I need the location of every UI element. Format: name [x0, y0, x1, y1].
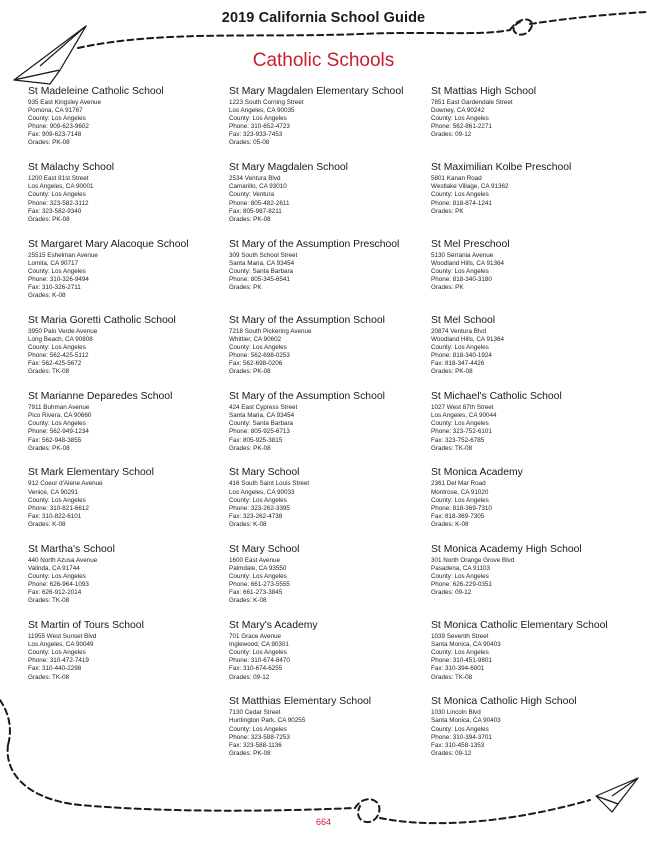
school-detail-line: County: Los Angeles: [431, 496, 489, 504]
school-name: St Mary School: [229, 543, 300, 555]
school-detail-line: Grades: K-08: [229, 520, 267, 528]
school-name: St Mary of the Assumption Preschool: [229, 238, 400, 250]
school-detail-line: Phone: 310-821-6612: [28, 504, 89, 512]
school-detail-line: County: Los Angeles: [431, 344, 489, 352]
school-entry: [229, 86, 429, 162]
school-detail-line: Phone: 818-340-3180: [431, 275, 492, 283]
school-entry: [28, 391, 228, 467]
school-name: St Michael's Catholic School: [431, 391, 562, 403]
school-detail-line: Grades: K-08: [431, 520, 469, 528]
school-column-3: [431, 86, 631, 773]
school-name: St Marianne Deparedes School: [28, 391, 173, 403]
school-detail-line: Santa Monica, CA 90403: [431, 717, 501, 725]
school-detail-line: County: Ventura: [229, 191, 275, 199]
school-detail-line: Fax: 310-440-2298: [28, 665, 82, 673]
school-detail-line: 416 South Saint Louis Street: [229, 480, 310, 488]
school-detail-line: Phone: 323-582-3112: [28, 199, 89, 207]
school-detail-line: Fax: 323-933-7453: [229, 131, 283, 139]
school-name: St Matthias Elementary School: [229, 696, 372, 708]
school-detail-line: Phone: 562-861-2271: [431, 123, 492, 131]
school-detail-line: Grades: 09-12: [229, 673, 270, 681]
school-entry: [431, 239, 631, 315]
school-entry: [229, 544, 429, 620]
school-detail-line: Phone: 805-345-6541: [229, 275, 290, 283]
school-detail-line: Pomona, CA 91767: [28, 107, 83, 115]
school-detail-line: Fax: 562-948-3855: [28, 436, 82, 444]
school-entry: [229, 162, 429, 238]
school-entry: [229, 696, 429, 772]
school-detail-line: Grades: TK-08: [431, 444, 473, 452]
school-detail-line: Palmdale, CA 93550: [229, 564, 287, 572]
school-detail-line: Long Beach, CA 90808: [28, 335, 93, 343]
school-detail-line: Grades: K-08: [229, 597, 267, 605]
school-entry: [431, 391, 631, 467]
school-detail-line: County: Los Angeles: [28, 496, 86, 504]
school-detail-line: Phone: 626-964-1093: [28, 581, 89, 589]
school-detail-line: Pasadena, CA 91103: [431, 564, 491, 572]
school-entry: [229, 391, 429, 467]
school-detail-line: Santa Monica, CA 90403: [431, 641, 501, 649]
school-detail-line: County: Santa Barbara: [229, 267, 294, 275]
school-detail-line: 5801 Kanan Road: [431, 175, 482, 183]
school-detail-line: Camarillo, CA 93010: [229, 183, 287, 191]
school-detail-line: County: Los Angeles: [28, 344, 86, 352]
school-detail-line: Grades: PK-08: [431, 368, 473, 376]
school-detail-line: Fax: 310-326-2711: [28, 283, 81, 291]
paper-plane-icon: [596, 778, 638, 812]
school-name: St Mary's Academy: [229, 620, 318, 632]
school-column-1: [28, 86, 228, 696]
school-detail-line: Phone: 661-273-5555: [229, 581, 290, 589]
school-detail-line: Phone: 310-326-9494: [28, 275, 89, 283]
school-detail-line: County: Los Angeles: [229, 572, 287, 580]
school-detail-line: 5130 Serrania Avenue: [431, 251, 494, 259]
school-entry: [28, 620, 228, 696]
school-entry: [431, 620, 631, 696]
school-detail-line: Montrose, CA 91020: [431, 488, 489, 496]
school-detail-line: Grades: PK-08: [229, 368, 271, 376]
school-column-2: [229, 86, 429, 773]
school-detail-line: Grades: 09-12: [431, 131, 472, 139]
school-detail-line: 701 Grace Avenue: [229, 633, 282, 641]
school-detail-line: Venice, CA 90291: [28, 488, 79, 496]
school-detail-line: Grades: TK-08: [28, 368, 70, 376]
school-name: St Martha's School: [28, 543, 115, 555]
school-name: St Mary School: [229, 467, 300, 479]
school-name: St Mel Preschool: [431, 238, 510, 250]
school-detail-line: Phone: 818-369-7310: [431, 504, 492, 512]
school-detail-line: Fax: 310-394-6001: [431, 665, 485, 673]
school-detail-line: 424 East Cypress Street: [229, 404, 298, 412]
school-detail-line: Fax: 805-987-8211: [229, 207, 282, 215]
school-detail-line: County: Los Angeles: [431, 725, 489, 733]
school-detail-line: Phone: 310-451-9801: [431, 657, 492, 665]
school-detail-line: Fax: 323-582-9340: [28, 207, 82, 215]
school-name: St Monica Catholic Elementary School: [431, 620, 608, 632]
school-detail-line: Fax: 310-674-6255: [229, 665, 283, 673]
school-detail-line: Fax: 562-425-5672: [28, 360, 82, 368]
school-detail-line: Grades: PK: [431, 207, 464, 215]
school-detail-line: Westlake Village, CA 91362: [431, 183, 509, 191]
school-detail-line: Grades: 05-08: [229, 139, 270, 147]
school-name: St Mark Elementary School: [28, 467, 154, 479]
page-number: 664: [315, 817, 332, 827]
school-detail-line: County: Los Angeles: [229, 496, 287, 504]
school-detail-line: Fax: 626-912-2014: [28, 589, 82, 597]
school-detail-line: County: Los Angeles: [431, 420, 489, 428]
school-detail-line: Fax: 818-369-7305: [431, 512, 485, 520]
school-entry: [229, 239, 429, 315]
school-detail-line: 935 East Kingsley Avenue: [28, 99, 102, 106]
school-detail-line: County: Los Angeles: [28, 649, 86, 657]
school-detail-line: 301 North Orange Grove Blvd: [431, 556, 515, 564]
school-detail-line: County: Los Angeles: [431, 115, 489, 123]
school-name: St Maria Goretti Catholic School: [28, 314, 176, 326]
school-entry: [229, 620, 429, 696]
school-detail-line: County: Los Angeles: [28, 267, 86, 275]
school-detail-line: Phone: 310-472-7419: [28, 657, 89, 665]
school-detail-line: Santa Maria, CA 93454: [229, 412, 295, 420]
school-detail-line: 7911 Buhman Avenue: [28, 404, 90, 412]
school-entry: [431, 467, 631, 543]
school-entry: [431, 696, 631, 772]
school-detail-line: Grades: PK-08: [229, 444, 271, 452]
school-detail-line: 7851 East Gardendale Street: [431, 99, 513, 106]
school-detail-line: Grades: TK-08: [431, 673, 473, 681]
school-entry: [431, 315, 631, 391]
school-detail-line: Phone: 562-425-5112: [28, 352, 89, 360]
school-detail-line: County: Los Angeles: [28, 572, 86, 580]
school-detail-line: Los Angeles, CA 90033: [229, 488, 295, 496]
school-name: St Mel School: [431, 314, 496, 326]
school-name: St Monica Academy: [431, 467, 523, 479]
school-detail-line: Phone: 818-874-1241: [431, 199, 492, 207]
school-detail-line: 11955 West Sunset Blvd: [28, 633, 97, 641]
school-detail-line: County: Santa Barbara: [229, 420, 294, 428]
school-detail-line: Whittier, CA 90602: [229, 335, 282, 343]
school-entry: [229, 467, 429, 543]
school-detail-line: County: Los Angeles: [431, 191, 489, 199]
school-entry: [431, 544, 631, 620]
school-detail-line: Los Angeles, CA 90049: [28, 641, 94, 649]
school-detail-line: County: Los Angeles: [431, 572, 489, 580]
school-name: St Mary of the Assumption School: [229, 391, 385, 403]
school-name: St Mattias High School: [431, 86, 537, 97]
school-detail-line: County: Los Angeles: [431, 649, 489, 657]
school-detail-line: Phone: 562-949-1234: [28, 428, 89, 436]
school-detail-line: Valinda, CA 91744: [28, 564, 80, 572]
school-detail-line: Woodland Hills, CA 91364: [431, 259, 505, 267]
school-detail-line: 1600 East Avenue: [229, 556, 281, 564]
school-detail-line: County: Los Angeles: [28, 115, 86, 123]
school-detail-line: 1039 Seventh Street: [431, 633, 489, 641]
school-detail-line: Inglewood, CA 90301: [229, 641, 289, 649]
school-detail-line: Grades: PK-08: [229, 749, 271, 757]
school-detail-line: Los Angeles, CA 90035: [229, 107, 295, 115]
school-entry: [28, 315, 228, 391]
school-name: St Martin of Tours School: [28, 620, 144, 632]
school-detail-line: Grades: TK-08: [28, 597, 70, 605]
school-detail-line: Downey, CA 90242: [431, 107, 485, 115]
school-detail-line: Grades: PK-08: [229, 215, 271, 223]
school-name: St Mary Magdalen Elementary School: [229, 86, 404, 97]
school-detail-line: Grades: PK: [431, 283, 464, 291]
school-detail-line: Los Angeles, CA 90044: [431, 412, 497, 420]
school-detail-line: County: Los Angeles: [431, 267, 489, 275]
school-detail-line: Phone: 909-623-9602: [28, 123, 89, 131]
school-detail-line: Grades: K-08: [28, 292, 66, 300]
school-name: St Mary Magdalen School: [229, 162, 348, 174]
school-detail-line: Los Angeles, CA 90001: [28, 183, 94, 191]
school-name: St Margaret Mary Alacoque School: [28, 238, 189, 250]
school-detail-line: Grades: TK-08: [28, 673, 70, 681]
school-detail-line: Fax: 310-458-1353: [431, 741, 485, 749]
dashed-flight-path-top: [78, 30, 510, 48]
school-entry: [28, 544, 228, 620]
school-detail-line: 1030 Lincoln Blvd: [431, 709, 481, 717]
school-detail-line: 7130 Cedar Street: [229, 709, 281, 717]
school-detail-line: Grades: PK-08: [28, 215, 70, 223]
school-name: St Monica Academy High School: [431, 543, 582, 555]
school-detail-line: 1200 East 81st Street: [28, 175, 89, 183]
school-detail-line: 3950 Palo Verde Avenue: [28, 327, 98, 335]
school-detail-line: 1223 South Corning Street: [229, 99, 304, 106]
school-detail-line: Woodland Hills, CA 91364: [431, 335, 505, 343]
school-detail-line: County: Los Angeles: [229, 649, 287, 657]
school-detail-line: County: Los Angeles: [229, 115, 287, 123]
school-detail-line: 440 North Azusa Avenue: [28, 556, 98, 564]
school-detail-line: Grades: K-08: [28, 520, 66, 528]
school-detail-line: Fax: 818-347-4426: [431, 360, 485, 368]
school-detail-line: Phone: 323-588-7253: [229, 733, 290, 741]
school-name: St Maximilian Kolbe Preschool: [431, 162, 572, 174]
school-detail-line: Phone: 626-229-0351: [431, 581, 492, 589]
school-detail-line: Huntington Park, CA 90255: [229, 717, 306, 725]
school-detail-line: Phone: 323-262-3395: [229, 504, 290, 512]
school-name: St Madeleine Catholic School: [28, 86, 164, 97]
school-detail-line: Fax: 323-588-1136: [229, 741, 282, 749]
school-detail-line: Fax: 562-698-0206: [229, 360, 283, 368]
school-entry: [28, 162, 228, 238]
school-detail-line: 2361 Del Mar Road: [431, 480, 486, 488]
school-detail-line: 2534 Ventura Blvd: [229, 175, 281, 183]
school-detail-line: County: Los Angeles: [229, 725, 287, 733]
school-detail-line: Phone: 310-652-4723: [229, 123, 290, 131]
school-detail-line: 912 Coeur d'Alene Avenue: [28, 480, 103, 488]
school-detail-line: Phone: 562-698-0253: [229, 352, 290, 360]
school-detail-line: 1027 West 87th Street: [431, 404, 494, 412]
school-entry: [28, 239, 228, 315]
school-detail-line: Grades: PK-08: [28, 444, 70, 452]
school-detail-line: Phone: 818-340-1924: [431, 352, 492, 360]
school-name: St Malachy School: [28, 162, 115, 174]
school-detail-line: Fax: 661-273-3845: [229, 589, 283, 597]
school-detail-line: Phone: 310-394-3701: [431, 733, 492, 741]
dashed-flight-path-left: [0, 700, 10, 745]
school-detail-line: Phone: 805-925-6713: [229, 428, 290, 436]
school-detail-line: Phone: 310-674-8470: [229, 657, 290, 665]
school-detail-line: 309 South School Street: [229, 251, 298, 259]
school-detail-line: 20874 Ventura Blvd: [431, 327, 486, 335]
school-detail-line: Santa Maria, CA 93454: [229, 259, 295, 267]
school-detail-line: Fax: 310-822-6101: [28, 512, 82, 520]
school-detail-line: County: Los Angeles: [28, 191, 86, 199]
school-detail-line: County: Los Angeles: [28, 420, 86, 428]
school-detail-line: Fax: 323-752-6785: [431, 436, 485, 444]
school-detail-line: Fax: 323-262-4738: [229, 512, 283, 520]
school-detail-line: 7218 South Pickering Avenue: [229, 327, 312, 335]
school-entry: [28, 86, 228, 162]
school-detail-line: Fax: 909-623-7148: [28, 131, 82, 139]
school-entry: [431, 162, 631, 238]
school-entry: [431, 86, 631, 162]
school-detail-line: County: Los Angeles: [229, 344, 287, 352]
school-detail-line: Grades: PK: [229, 283, 262, 291]
school-detail-line: Grades: 09-12: [431, 589, 472, 597]
school-entry: [28, 467, 228, 543]
school-name: St Monica Catholic High School: [431, 696, 577, 708]
school-detail-line: Phone: 805-482-2611: [229, 199, 290, 207]
school-detail-line: Grades: PK-08: [28, 139, 70, 147]
school-entry: [229, 315, 429, 391]
school-detail-line: 25515 Eshelman Avenue: [28, 251, 98, 259]
school-detail-line: Lomita, CA 90717: [28, 259, 79, 267]
school-detail-line: Phone: 323-752-6101: [431, 428, 492, 436]
section-title: Catholic Schools: [252, 50, 395, 71]
school-name: St Mary of the Assumption School: [229, 314, 385, 326]
school-detail-line: Grades: 09-12: [431, 749, 472, 757]
school-detail-line: Fax: 805-925-3815: [229, 436, 283, 444]
school-detail-line: Pico Rivera, CA 90660: [28, 412, 92, 420]
guide-title: 2019 California School Guide: [221, 10, 426, 26]
